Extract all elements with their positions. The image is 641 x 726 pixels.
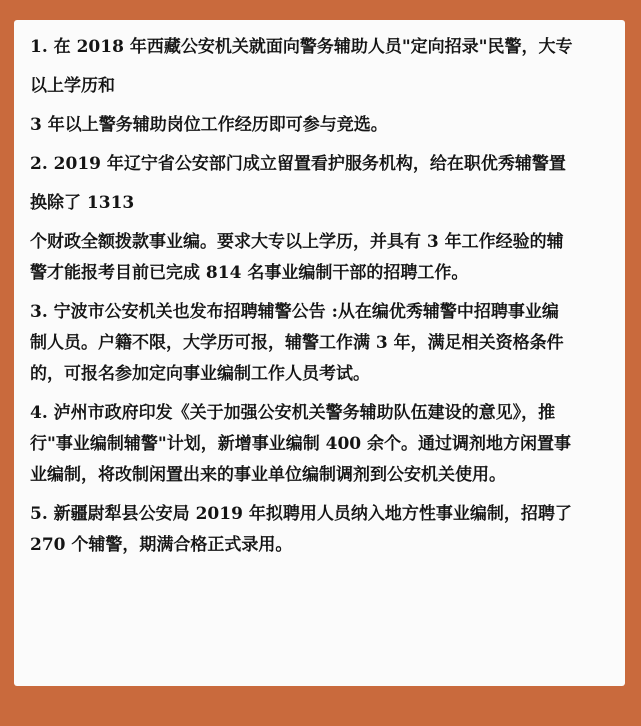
article-card — [14, 20, 625, 686]
item-2-line-4: 警才能报考目前已完成 814 名事业编制干部的招聘工作。 — [30, 263, 469, 283]
item-1-line-1: 1. 在 2018 年西藏公安机关就面向警务辅助人员"定向招录"民警，大专 — [30, 37, 573, 57]
item-3-line-1: 3. 宁波市公安机关也发布招聘辅警公告 :从在编优秀辅警中招聘事业编 — [30, 302, 559, 322]
item-5-line-1: 5. 新疆尉犁县公安局 2019 年拟聘用人员纳入地方性事业编制，招聘了 — [30, 504, 572, 524]
item-2-line-2: 换除了 1313 — [30, 193, 135, 213]
item-3-line-2: 制人员。户籍不限，大学历可报，辅警工作满 3 年，满足相关资格条件 — [30, 333, 564, 353]
item-3-line-3: 的，可报名参加定向事业编制工作人员考试。 — [30, 364, 370, 384]
item-4-line-1: 4. 泸州市政府印发《关于加强公安机关警务辅助队伍建设的意见》，推 — [30, 403, 556, 423]
item-1-line-3: 3 年以上警务辅助岗位工作经历即可参与竞选。 — [30, 115, 388, 135]
item-5-line-2: 270 个辅警，期满合格正式录用。 — [30, 535, 293, 555]
item-1-line-2: 以上学历和 — [30, 76, 115, 96]
item-4-line-2: 行"事业编制辅警"计划，新增事业编制 400 余个。通过调剂地方闲置事 — [30, 434, 572, 454]
item-2-line-1: 2. 2019 年辽宁省公安部门成立留置看护服务机构，给在职优秀辅警置 — [30, 154, 566, 174]
item-4-line-3: 业编制，将改制闲置出来的事业单位编制调剂到公安机关使用。 — [30, 465, 506, 485]
item-2-line-3: 个财政全额拨款事业编。要求大专以上学历，并具有 3 年工作经验的辅 — [30, 232, 564, 252]
